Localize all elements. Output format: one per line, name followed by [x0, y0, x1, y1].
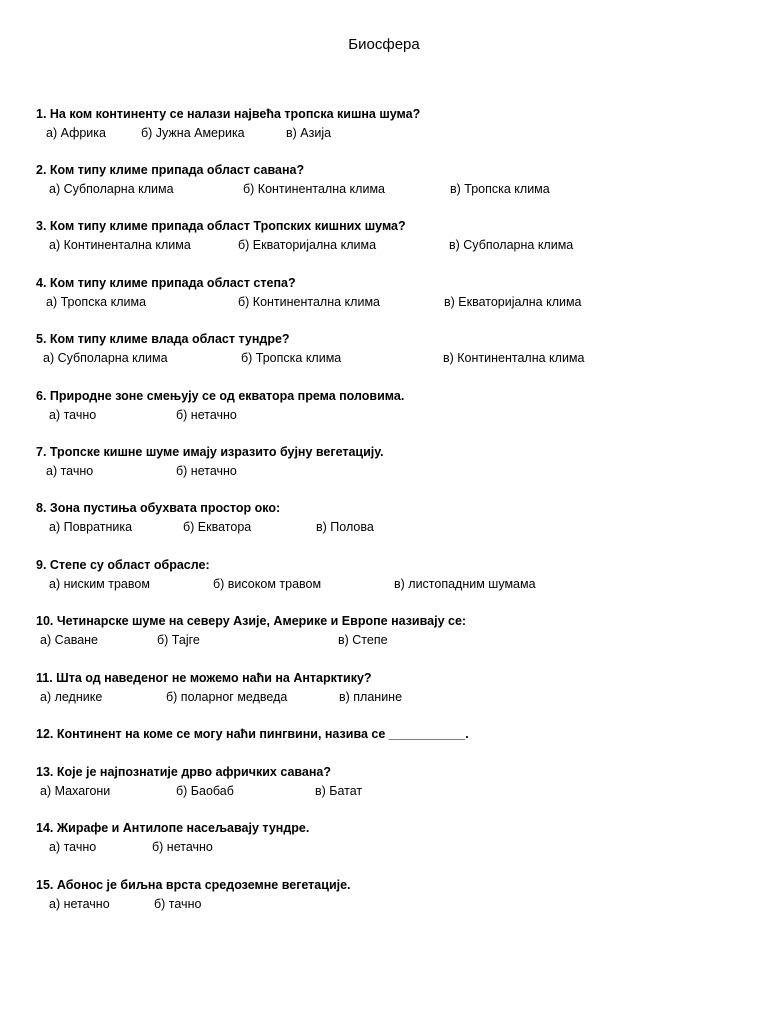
answer-option-b: б) нетачно	[152, 840, 213, 854]
question-text: 2. Ком типу климе припада област савана?	[36, 163, 305, 177]
question-12	[36, 727, 736, 767]
question-text: 3. Ком типу климе припада област Тропских кишних шума?	[36, 219, 406, 233]
question-text: 14. Жирафе и Антилопе насељавају тундре.	[36, 821, 310, 835]
answer-option-a: а) Субполарна клима	[49, 182, 174, 196]
answer-option-a: а) леднике	[40, 690, 103, 704]
answer-option-b: б) поларног медведа	[166, 690, 288, 704]
question-text: 10. Четинарске шуме на северу Азије, Америке и Европе називају се:	[36, 614, 467, 628]
question-3	[36, 219, 736, 259]
question-5	[36, 332, 736, 372]
answer-option-b: б) Баобаб	[176, 784, 234, 798]
answer-option-a: а) нетачно	[49, 897, 110, 911]
question-8	[36, 501, 736, 541]
question-7	[36, 445, 736, 485]
answer-option-b: б) Континентална клима	[243, 182, 385, 196]
question-text: 8. Зона пустиња обухвата простор око:	[36, 501, 281, 515]
answer-option-c: в) Континентална клима	[443, 351, 585, 365]
answer-option-a: а) тачно	[49, 408, 97, 422]
answer-option-c: в) листопадним шумама	[394, 577, 536, 591]
answer-option-b: б) Континентална клима	[238, 295, 380, 309]
answer-option-b: б) нетачно	[176, 464, 237, 478]
answer-option-c: в) Тропска клима	[450, 182, 550, 196]
answer-option-a: а) Тропска клима	[46, 295, 147, 309]
answer-option-a: а) Континентална клима	[49, 238, 191, 252]
answer-option-b: б) Јужна Америка	[141, 126, 245, 140]
question-13	[36, 765, 736, 805]
answer-option-b: б) Тропска клима	[241, 351, 342, 365]
question-14	[36, 821, 736, 861]
answer-option-b: б) тачно	[154, 897, 202, 911]
question-text: 13. Које је најпознатије дрво афричких савана?	[36, 765, 332, 779]
answer-option-a: а) Саване	[40, 633, 99, 647]
question-text: 11. Шта од наведеног не можемо наћи на Антарктику?	[36, 671, 372, 685]
question-1	[36, 107, 736, 147]
question-text: 7. Тропске кишне шуме имају изразито бујну вегетацију.	[36, 445, 384, 459]
answer-option-b: б) високом травом	[213, 577, 322, 591]
page-title: Биосфера	[348, 36, 420, 53]
answer-option-b: б) Екватора	[183, 520, 252, 534]
answer-option-b: б) нетачно	[176, 408, 237, 422]
answer-option-a: а) тачно	[49, 840, 97, 854]
question-6	[36, 389, 736, 429]
question-text: 9. Степе су област обрасле:	[36, 558, 210, 572]
answer-option-c: в) Степе	[338, 633, 388, 647]
question-text: 6. Природне зоне смењују се од екватора према половима.	[36, 389, 405, 403]
answer-option-a: а) Махагони	[40, 784, 111, 798]
question-2	[36, 163, 736, 203]
answer-option-c: в) планине	[339, 690, 403, 704]
answer-option-b: б) Тајге	[157, 633, 200, 647]
answer-option-c: в) Полова	[316, 520, 374, 534]
answer-option-c: в) Батат	[315, 784, 363, 798]
question-11	[36, 671, 736, 711]
answer-option-a: а) Субполарна клима	[43, 351, 168, 365]
answer-option-b: б) Екваторијална клима	[238, 238, 377, 252]
question-text: 4. Ком типу климе припада област степа?	[36, 276, 296, 290]
answer-option-c: в) Екваторијална клима	[444, 295, 582, 309]
question-9	[36, 558, 736, 598]
answer-option-c: в) Азија	[286, 126, 332, 140]
question-10	[36, 614, 736, 654]
question-text: 12. Континент на коме се могу наћи пингвини, назива се ___________.	[36, 727, 469, 741]
question-text: 1. На ком континенту се налази највећа тропска кишна шума?	[36, 107, 421, 121]
answer-option-a: а) Африка	[46, 126, 106, 140]
answer-option-a: а) ниским травом	[49, 577, 150, 591]
question-text: 5. Ком типу климе влада област тундре?	[36, 332, 290, 346]
answer-option-a: а) Повратника	[49, 520, 133, 534]
question-text: 15. Абонос је биљна врста средоземне вегетације.	[36, 878, 351, 892]
answer-option-c: в) Субполарна клима	[449, 238, 574, 252]
question-4	[36, 276, 736, 316]
question-15	[36, 878, 736, 918]
answer-option-a: а) тачно	[46, 464, 94, 478]
